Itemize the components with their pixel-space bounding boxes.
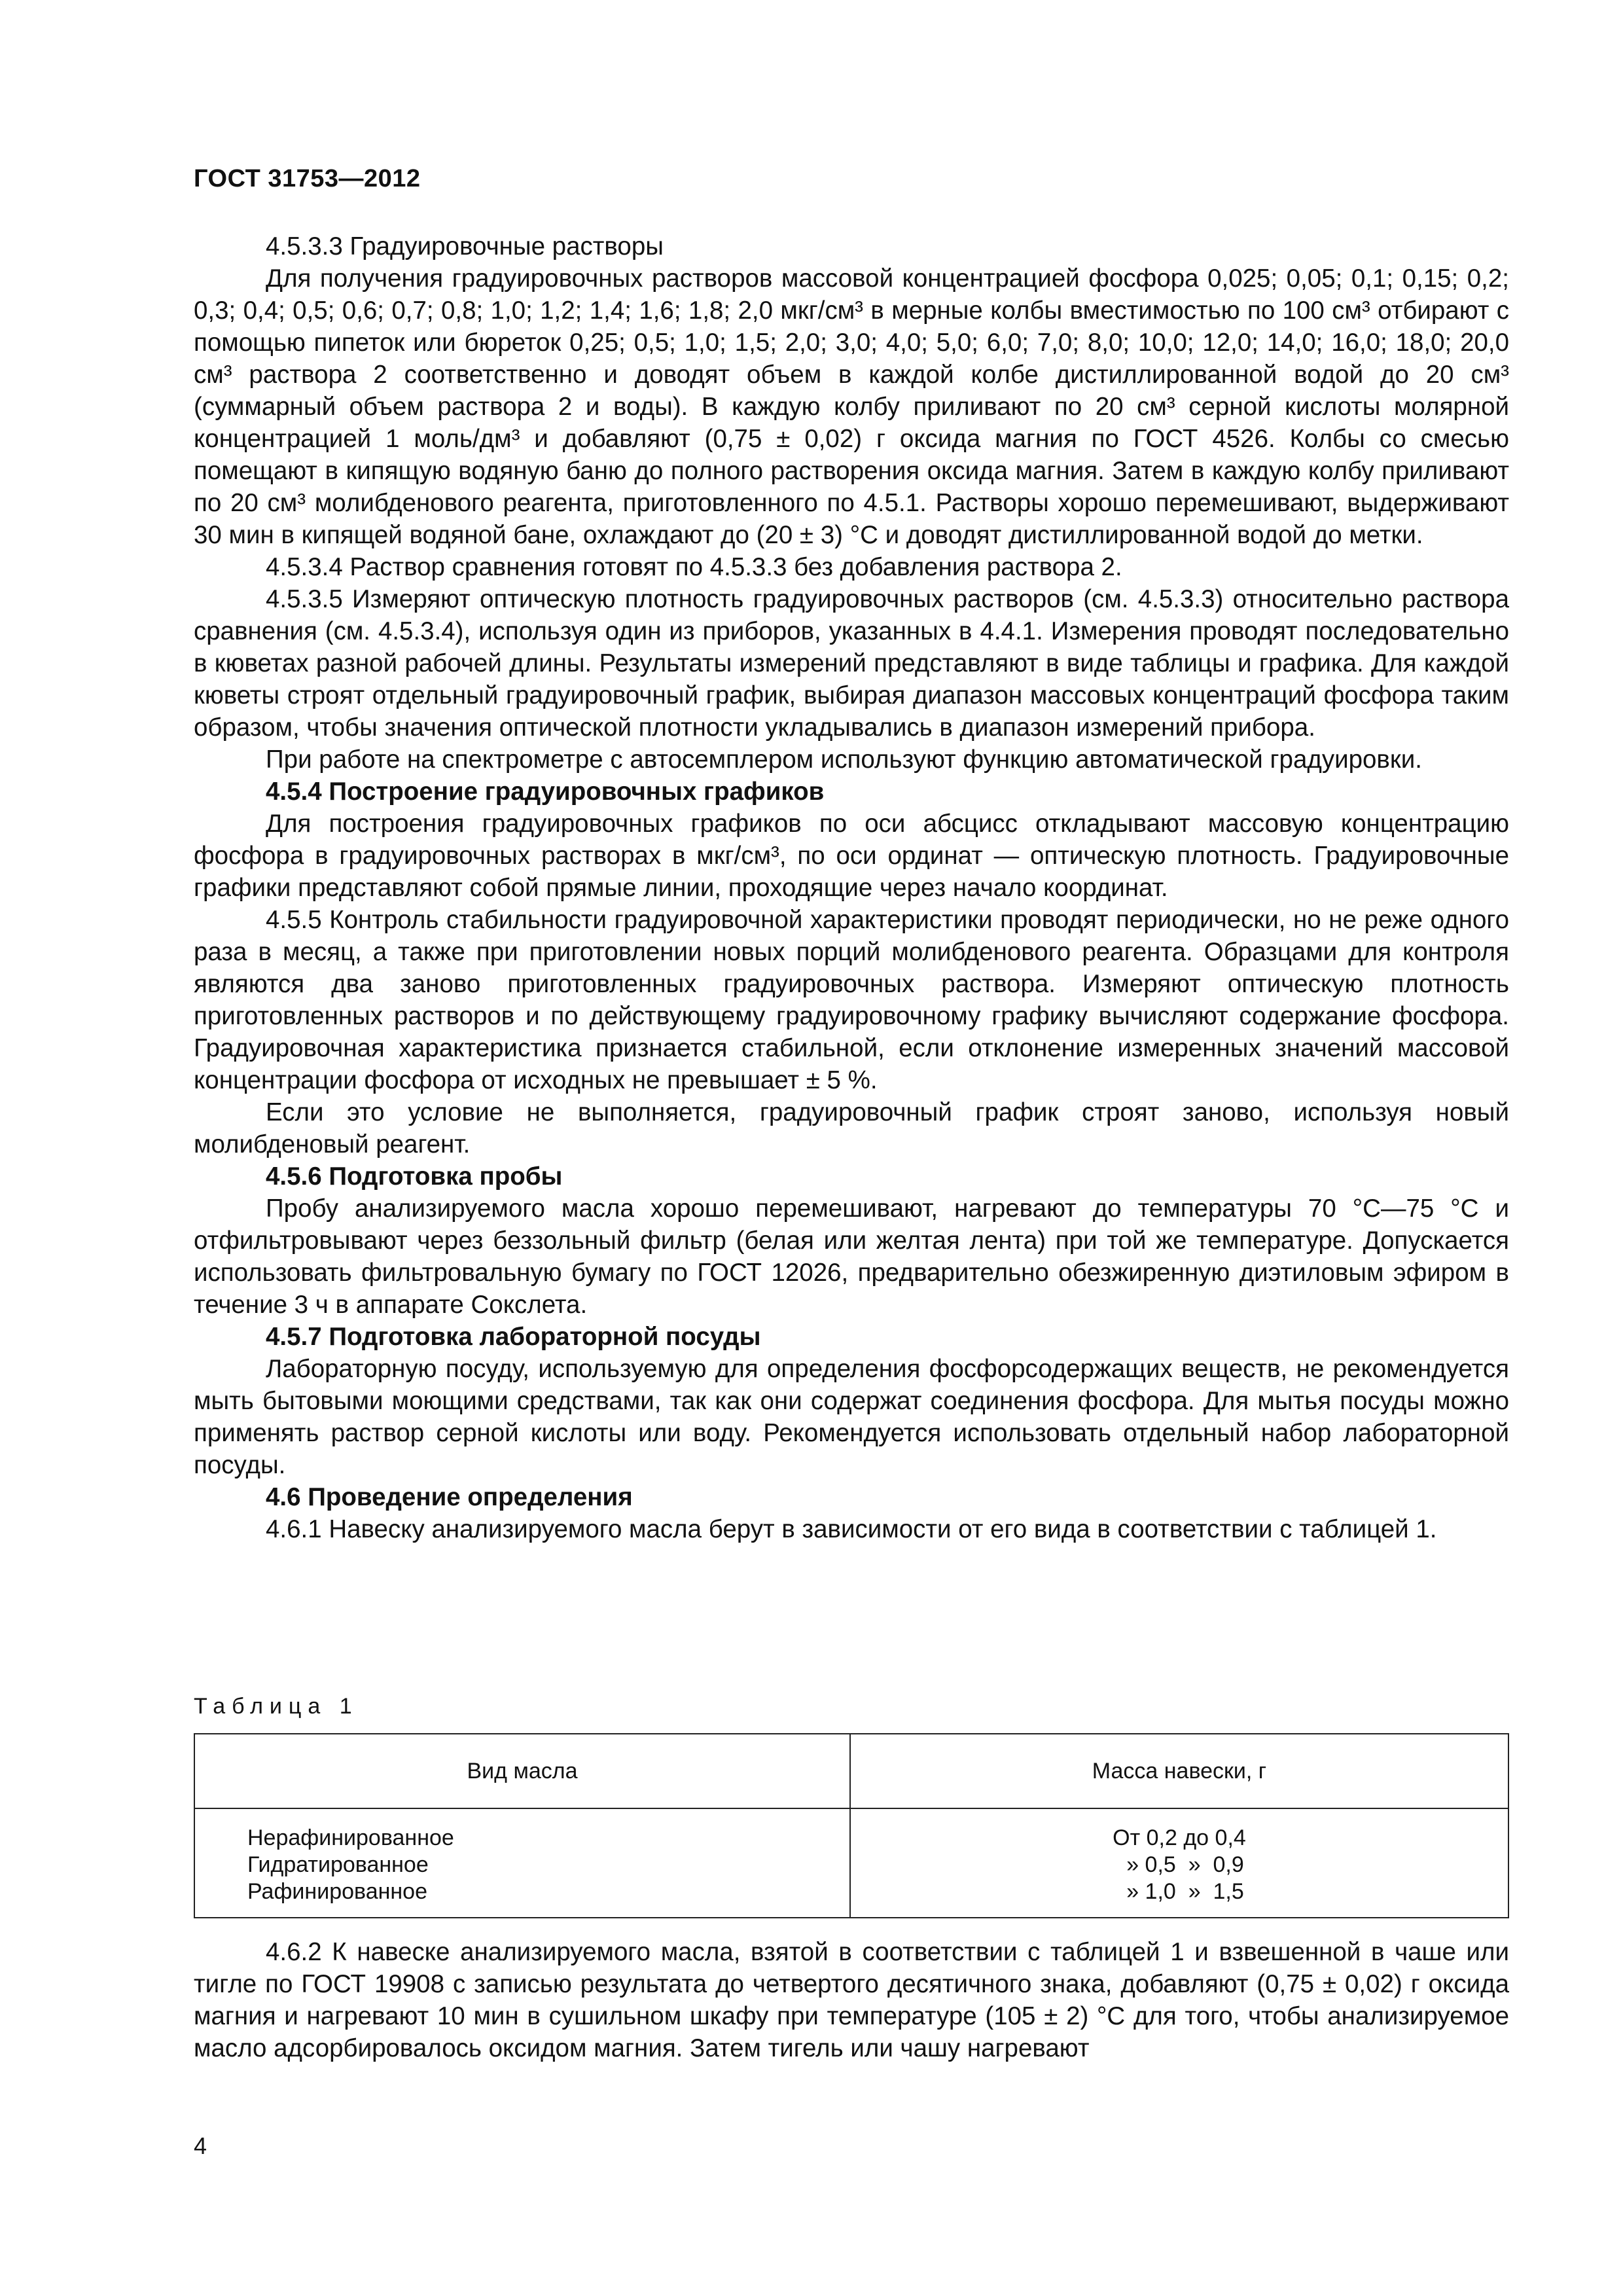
page-number: 4	[194, 2132, 207, 2159]
paragraph: 4.5.5 Контроль стабильности градуировочной характеристики проводят периодически, но не реже одного раза в месяц, а также при приготовлении новых порций молибденового реагента. Образцами для контроля являются два заново приготовленных градуировочных раствора. Измеряют оптическую плотность приготовленных растворов и по действующему градуировочному графику вычисляют содержание фосфора. Градуировочная характеристика признается стабильной, если отклонение измеренных значений массовой концентрации фосфора от исходных не превышает ± 5 %.	[194, 906, 1509, 1094]
paragraph: Пробу анализируемого масла хорошо перемешивают, нагревают до температуры 70 °С—75 °С и отфильтровывают через беззольный фильтр (белая или желтая лента) при той же температуре. Допускается использовать фильтровальную бумагу по ГОСТ 12026, предварительно обезжиренную диэтиловым эфиром в течение 3 ч в аппарате Сокслета.	[194, 1194, 1509, 1319]
paragraph: 4.5.3.5 Измеряют оптическую плотность градуировочных растворов (см. 4.5.3.3) относительно раствора сравнения (см. 4.5.3.4), используя один из приборов, указанных в 4.4.1. Измерения проводят последовательно в кюветах разной рабочей длины. Результаты измерений представляют в виде таблицы и графика. Для каждой кюветы строят отдельный градуировочный график, выбирая диапазон массовых концентраций фосфора таким образом, чтобы значения оптической плотности укладывались в диапазон измерений прибора.	[194, 585, 1509, 742]
document-body-continued	[194, 1936, 1509, 2064]
paragraph: 4.6.2 К навеске анализируемого масла, взятой в соответствии с таблицей 1 и взвешенной в чаше или тигле по ГОСТ 19908 с записью результата до четвертого десятичного знака, добавляют (0,75 ± 0,02) г оксида магния и нагревают 10 мин в сушильном шкафу при температуре (105 ± 2) °С для того, чтобы анализируемое масло адсорбировалось оксидом магния. Затем тигель или чашу нагревают	[194, 1938, 1509, 2062]
section-heading: 4.5.4 Построение градуировочных графиков	[266, 778, 825, 806]
document-body	[194, 230, 1509, 1545]
paragraph: Для построения градуировочных графиков по оси абсцисс откладывают массовую концентрацию фосфора в градуировочных растворах в мкг/см³, по оси ординат — оптическую плотность. Градуировочные графики представляют собой прямые линии, проходящие через начало координат.	[194, 810, 1509, 902]
sample-mass-cell	[850, 1808, 1508, 1918]
table-caption: Таблица 1	[194, 1694, 359, 1719]
paragraph: Лабораторную посуду, используемую для определения фосфорсодержащих веществ, не рекомендуется мыть бытовыми моющими средствами, так как они содержат соединения фосфора. Для мытья посуды можно применять раствор серной кислоты или воду. Рекомендуется использовать отдельный набор лабораторной посуды.	[194, 1355, 1509, 1479]
oil-type: Нерафинированное	[247, 1825, 454, 1850]
paragraph: При работе на спектрометре с автосемплером используют функцию автоматической градуировки.	[266, 745, 1422, 774]
paragraph: 4.5.3.3 Градуировочные растворы	[266, 232, 664, 260]
oil-type-cell	[194, 1808, 850, 1918]
paragraph: 4.6.1 Навеску анализируемого масла берут в зависимости от его вида в соответствии с таблицей 1.	[266, 1515, 1437, 1543]
table-header-oil-type: Вид масла	[194, 1734, 850, 1808]
table-row	[194, 1808, 1508, 1918]
sample-mass: От 0,2 до 0,4	[1113, 1825, 1246, 1850]
section-heading: 4.5.6 Подготовка пробы	[266, 1162, 563, 1191]
sample-mass: » 1,0 » 1,5	[1126, 1879, 1244, 1904]
sample-mass: » 0,5 » 0,9	[1126, 1852, 1244, 1877]
section-heading: 4.5.7 Подготовка лабораторной посуды	[266, 1323, 761, 1351]
oil-type: Гидратированное	[247, 1852, 429, 1877]
table-header-sample-mass: Масса навески, г	[850, 1734, 1508, 1808]
table-header-row	[194, 1734, 1508, 1808]
document-header: ГОСТ 31753—2012	[194, 165, 421, 192]
paragraph: Для получения градуировочных растворов массовой концентрацией фосфора 0,025; 0,05; 0,1; 0,15; 0,2; 0,3; 0,4; 0,5; 0,6; 0,7; 0,8; 1,0; 1,2; 1,4; 1,6; 1,8; 2,0 мкг/см³ в мерные колбы вместимостью по 100 см³ отбирают с помощью пипеток или бюреток 0,25; 0,5; 1,0; 1,5; 2,0; 3,0; 4,0; 5,0; 6,0; 7,0; 8,0; 10,0; 12,0; 14,0; 16,0; 18,0; 20,0 см³ раствора 2 соответственно и доводят объем в каждой колбе дистиллированной водой до 20 см³ (суммарный объем раствора 2 и воды). В каждую колбу приливают по 20 см³ серной кислоты молярной концентрацией 1 моль/дм³ и добавляют (0,75 ± 0,02) г оксида магния по ГОСТ 4526. Колбы со смесью помещают в кипящую водяную баню до полного растворения оксида магния. Затем в каждую колбу приливают по 20 см³ молибденового реагента, приготовленного по 4.5.1. Растворы хорошо перемешивают, выдерживают 30 мин в кипящей водяной бане, охлаждают до (20 ± 3) °С и доводят дистиллированной водой до метки.	[194, 264, 1509, 549]
paragraph: 4.5.3.4 Раствор сравнения готовят по 4.5.3.3 без добавления раствора 2.	[266, 553, 1122, 581]
section-heading: 4.6 Проведение определения	[266, 1483, 633, 1511]
paragraph: Если это условие не выполняется, градуировочный график строят заново, используя новый молибденовый реагент.	[194, 1098, 1509, 1158]
oil-sample-table	[194, 1733, 1509, 1918]
oil-type: Рафинированное	[247, 1879, 427, 1904]
